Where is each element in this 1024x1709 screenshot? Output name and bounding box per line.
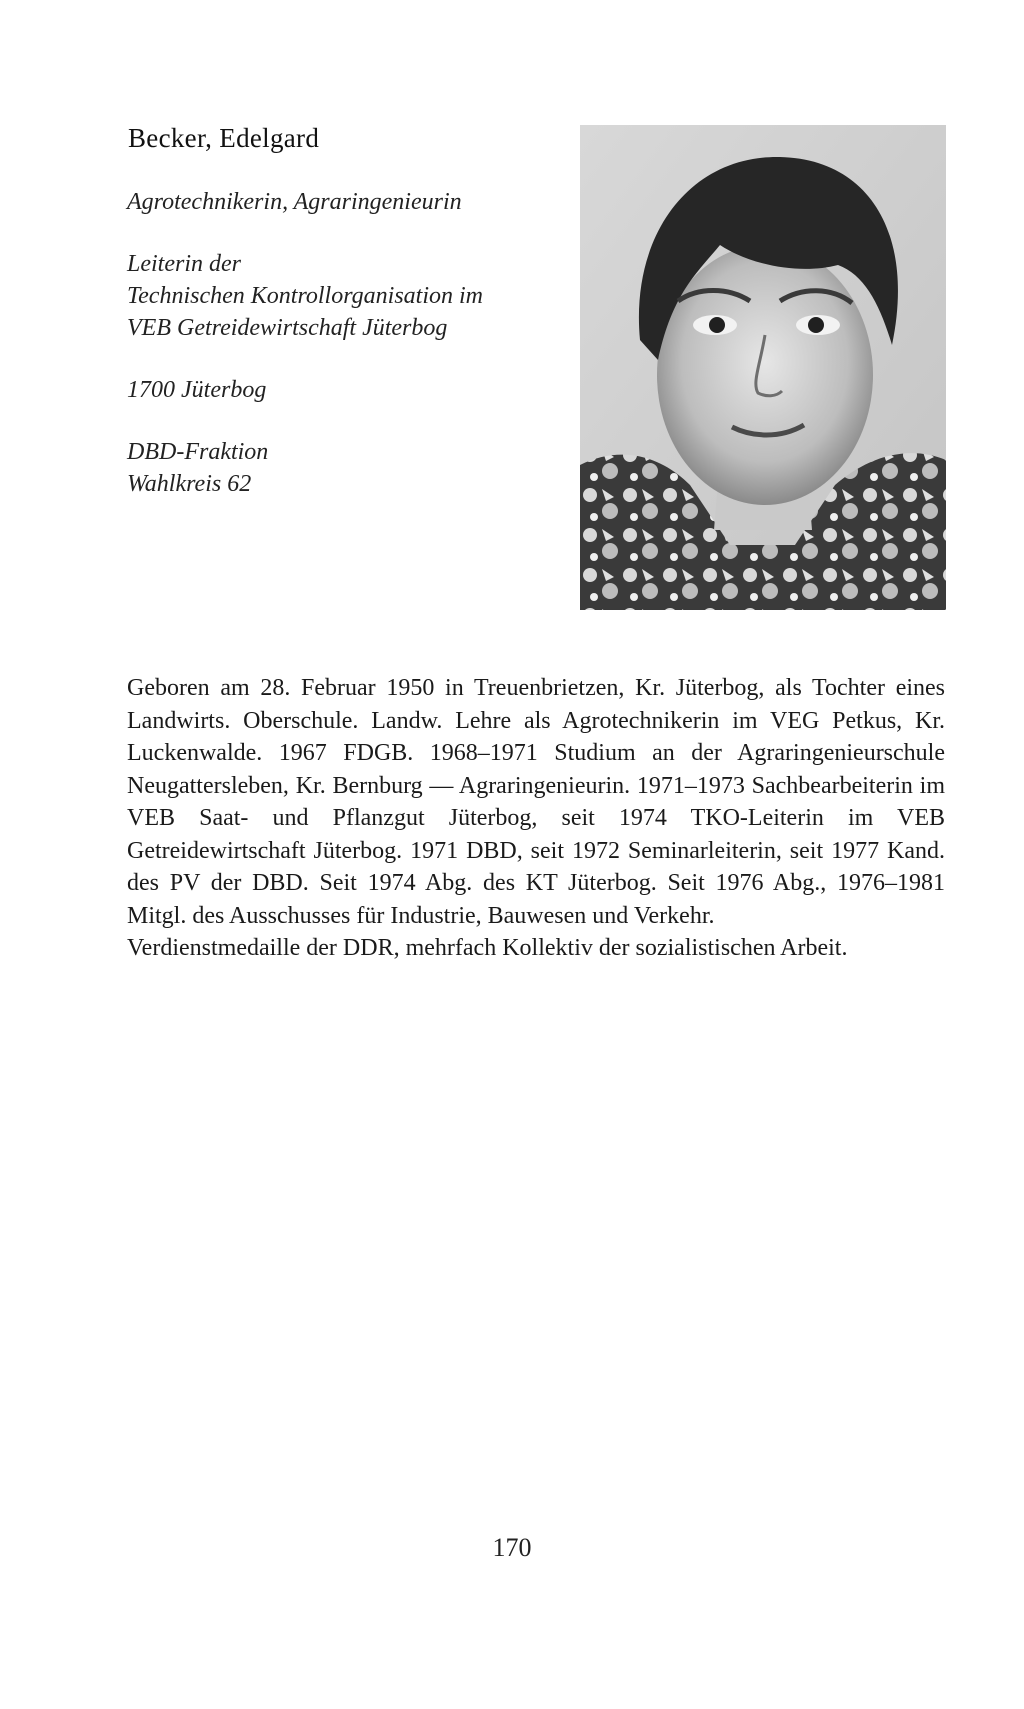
biography [127,672,945,965]
position-line: Leiterin der [127,251,241,277]
location: 1700 Jüterbog [127,377,267,403]
portrait-photo [580,125,946,610]
biography-paragraph: Geboren am 28. Februar 1950 in Treuenbrietzen, Kr. Jüterbog, als Tochter eines Landwirts. Oberschule. Landw. Lehre als Agrotechnikerin im VEG Petkus, Kr. Luckenwalde. 1967 FDGB. 1968–1971 Studium an der Agraringenieurschule Neugattersleben, Kr. Bernburg — Agraringenieurin. 1971–1973 Sachbearbeiterin im VEB Saat- und Pflanzgut Jüterbog, seit 1974 TKO-Leiterin im VEB Getreidewirtschaft Jüterbog. 1971 DBD, seit 1972 Seminarleiterin, seit 1977 Kand. des PV der DBD. Seit 1974 Abg. des KT Jüterbog. Seit 1976 Abg., 1976–1981 Mitgl. des Ausschusses für Industrie, Bauwesen und Verkehr. [127,675,945,929]
entry-info [127,186,557,530]
profession: Agrotechnikerin, Agraringenieurin [127,189,462,215]
faction: DBD-Fraktion [127,439,269,465]
constituency: Wahlkreis 62 [127,471,252,497]
entry-name: Becker, Edelgard [128,123,320,153]
biography-paragraph: Verdienstmedaille der DDR, mehrfach Kollektiv der sozialistischen Arbeit. [127,935,848,961]
position-line: Technischen Kontrollorganisation im [127,283,484,309]
page-number: 170 [492,1533,532,1562]
profession-block [127,186,557,218]
faction-block [127,436,557,500]
position-line: VEB Getreidewirtschaft Jüterbog [127,315,448,341]
position-block [127,248,557,344]
location-block [127,374,557,406]
